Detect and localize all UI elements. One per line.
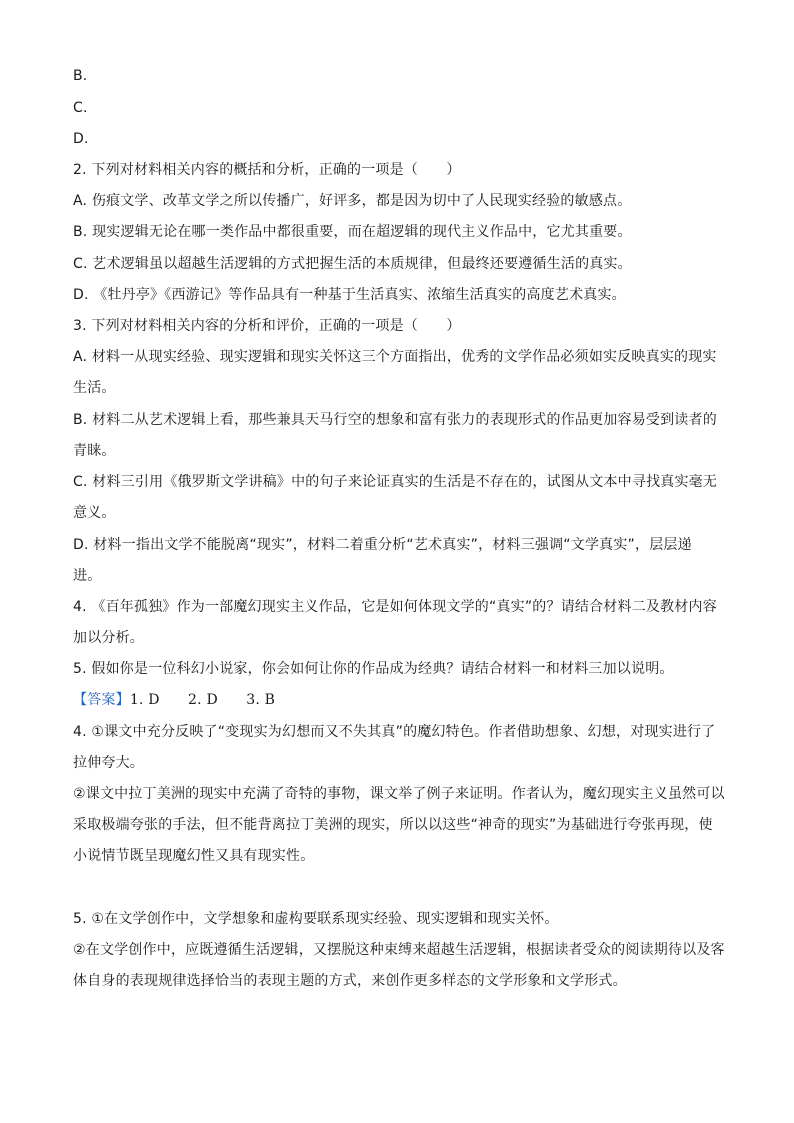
q2-stem: 2. 下列对材料相关内容的概括和分析，正确的一项是（ ） bbox=[73, 162, 461, 178]
q3-stem: 3. 下列对材料相关内容的分析和评价，正确的一项是（ ） bbox=[73, 318, 461, 334]
q3-option-d-line1: D. 材料一指出文学不能脱离“现实”，材料二着重分析“艺术真实”，材料三强调“文学真实”，层层递 bbox=[73, 537, 692, 553]
q1-option-b: B. bbox=[73, 68, 88, 84]
q1-option-d: D. bbox=[73, 131, 89, 147]
answer-line bbox=[73, 690, 275, 710]
a4-line4: 采取极端夸张的手法，但不能背离拉丁美洲的现实，所以以这些“神奇的现实”为基础进行夸张再现，使 bbox=[73, 817, 713, 833]
a4-line3: ②课文中拉丁美洲的现实中充满了奇特的事物，课文举了例子来证明。作者认为，魔幻现实主义虽然可以 bbox=[73, 786, 725, 802]
q2-option-c: C. 艺术逻辑虽以超越生活逻辑的方式把握生活的本质规律，但最终还要遵循生活的真实。 bbox=[73, 256, 632, 272]
answer-values: 1. D 2. D 3. B bbox=[129, 692, 276, 708]
q4-line1: 4. 《百年孤独》作为一部魔幻现实主义作品，它是如何体现文学的“真实”的？请结合材料二及教材内容 bbox=[73, 599, 717, 615]
q2-option-a: A. 伤痕文学、改革文学之所以传播广，好评多，都是因为切中了人民现实经验的敏感点。 bbox=[73, 193, 632, 209]
q3-option-b-line2: 青睐。 bbox=[73, 443, 116, 459]
a4-line5: 小说情节既呈现魔幻性又具有现实性。 bbox=[73, 848, 315, 864]
a4-line1: 4. ①课文中充分反映了“变现实为幻想而又不失其真”的魔幻特色。作者借助想象、幻想，对现实进行了 bbox=[73, 724, 716, 740]
a4-line2: 拉伸夸大。 bbox=[73, 755, 144, 771]
a5-line1: 5. ①在文学创作中，文学想象和虚构要联系现实经验、现实逻辑和现实关怀。 bbox=[73, 911, 559, 927]
q3-option-d-line2: 进。 bbox=[73, 568, 102, 584]
q3-option-a-line1: A. 材料一从现实经验、现实逻辑和现实关怀这三个方面指出，优秀的文学作品必须如实反映真实的现实 bbox=[73, 349, 717, 365]
q3-option-b-line1: B. 材料二从艺术逻辑上看，那些兼具天马行空的想象和富有张力的表现形式的作品更加容易受到读者的 bbox=[73, 412, 717, 428]
a5-line3: 体自身的表现规律选择恰当的表现主题的方式，来创作更多样态的文学形象和文学形式。 bbox=[73, 973, 627, 989]
q2-option-d: D. 《牡丹亭》《西游记》等作品具有一种基于生活真实、浓缩生活真实的高度艺术真实。 bbox=[73, 287, 626, 303]
q3-option-a-line2: 生活。 bbox=[73, 380, 116, 396]
q2-option-b: B. 现实逻辑无论在哪一类作品中都很重要，而在超逻辑的现代主义作品中，它尤其重要。 bbox=[73, 224, 632, 240]
q1-option-c: C. bbox=[73, 100, 88, 116]
q4-line2: 加以分析。 bbox=[73, 630, 144, 646]
q5-line1: 5. 假如你是一位科幻小说家，你会如何让你的作品成为经典？请结合材料一和材料三加以说明。 bbox=[73, 661, 674, 677]
q3-option-c-line2: 意义。 bbox=[73, 505, 116, 521]
answer-tag: 【答案】 bbox=[73, 692, 130, 708]
q3-option-c-line1: C. 材料三引用《俄罗斯文学讲稿》中的句子来论证真实的生活是不存在的，试图从文本中寻找真实毫无 bbox=[73, 474, 718, 490]
a5-line2: ②在文学创作中，应既遵循生活逻辑，又摆脱这种束缚来超越生活逻辑，根据读者受众的阅读期待以及客 bbox=[73, 942, 725, 958]
